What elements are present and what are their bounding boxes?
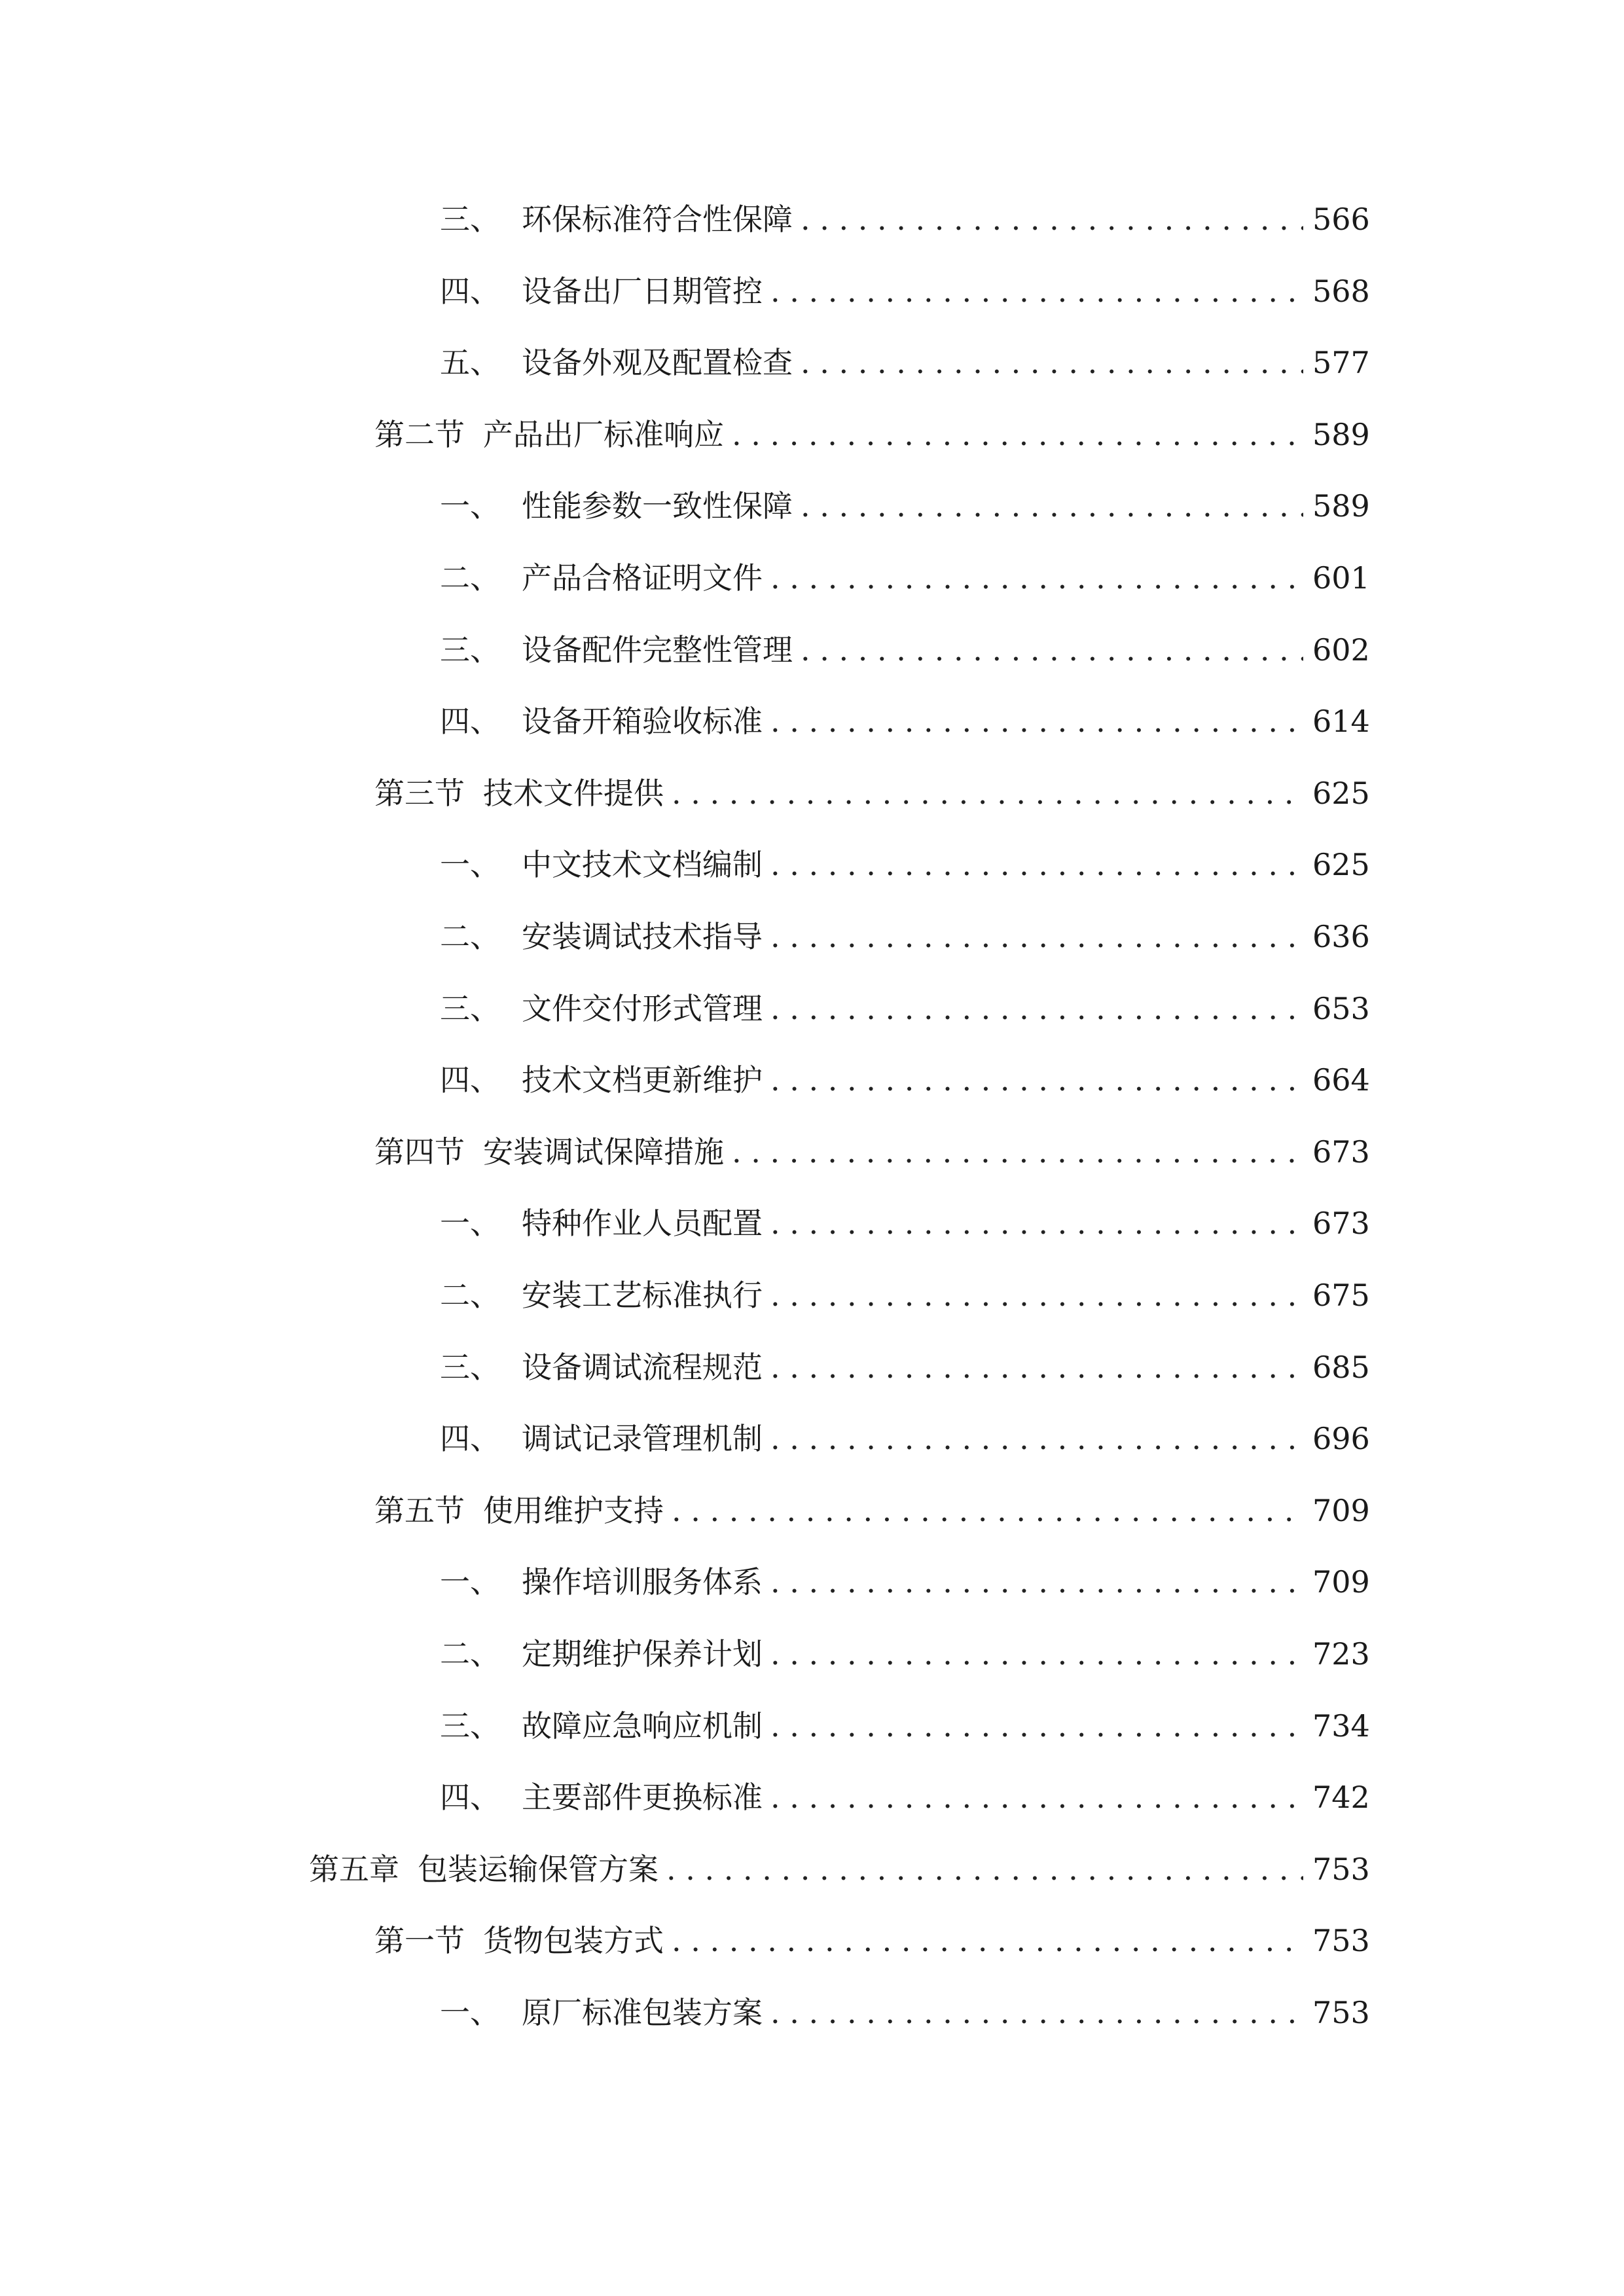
toc-entry-page-number: 614 [1312, 704, 1370, 740]
toc-dot-leader [770, 1559, 1303, 1605]
toc-entry[interactable] [440, 1774, 1370, 1820]
toc-entry-title: 设备配件完整性管理 [522, 632, 793, 668]
toc-entry-title: 产品合格证明文件 [522, 560, 763, 596]
toc-entry-page-number: 577 [1312, 345, 1370, 381]
toc-entry-page-number: 568 [1312, 273, 1370, 309]
toc-entry[interactable] [440, 1416, 1370, 1462]
toc-entry[interactable] [440, 1057, 1370, 1103]
toc-entry-title: 故障应急响应机制 [522, 1708, 763, 1744]
toc-entry[interactable] [440, 1703, 1370, 1749]
toc-entry-number: 二、 [440, 1636, 500, 1672]
toc-entry[interactable] [440, 555, 1370, 601]
toc-entry-page-number: 566 [1312, 202, 1370, 237]
toc-entry[interactable] [440, 1559, 1370, 1605]
toc-entry-number: 第五章 [309, 1851, 399, 1887]
toc-entry[interactable] [309, 1846, 1370, 1892]
toc-entry-number: 三、 [440, 202, 500, 237]
toc-entry-number: 一、 [440, 1564, 500, 1600]
toc-entry-page-number: 653 [1312, 990, 1370, 1026]
toc-entry-number: 一、 [440, 847, 500, 883]
toc-entry-title: 设备外观及配置检查 [522, 345, 793, 381]
toc-dot-leader [672, 770, 1303, 816]
toc-entry[interactable] [440, 627, 1370, 673]
toc-entry-number: 五、 [440, 345, 500, 381]
toc-entry-title: 操作培训服务体系 [522, 1564, 763, 1600]
toc-entry-title: 环保标准符合性保障 [522, 202, 793, 237]
toc-entry-title: 技术文档更新维护 [522, 1062, 763, 1098]
toc-entry-title: 产品出厂标准响应 [483, 416, 724, 452]
toc-entry-title: 性能参数一致性保障 [522, 488, 793, 524]
toc-entry-number: 二、 [440, 1278, 500, 1313]
toc-entry[interactable] [440, 1272, 1370, 1318]
toc-dot-leader [732, 412, 1303, 457]
toc-entry-title: 文件交付形式管理 [522, 990, 763, 1026]
toc-dot-leader [770, 1703, 1303, 1749]
toc-entry-title: 特种作业人员配置 [522, 1206, 763, 1242]
toc-entry-page-number: 673 [1312, 1206, 1370, 1242]
toc-entry-number: 一、 [440, 1206, 500, 1242]
toc-entry-number: 四、 [440, 1062, 500, 1098]
toc-entry-title: 安装调试保障措施 [483, 1134, 724, 1170]
toc-entry-number: 第一节 [374, 1923, 465, 1959]
toc-entry[interactable] [374, 1918, 1370, 1964]
toc-entry[interactable] [440, 1631, 1370, 1677]
toc-entry-page-number: 685 [1312, 1349, 1370, 1385]
toc-entry-number: 三、 [440, 632, 500, 668]
toc-entry-page-number: 589 [1312, 488, 1370, 524]
toc-entry-number: 四、 [440, 273, 500, 309]
toc-entry-title: 调试记录管理机制 [522, 1421, 763, 1457]
toc-entry-page-number: 589 [1312, 416, 1370, 452]
toc-entry-page-number: 673 [1312, 1134, 1370, 1170]
toc-entry-page-number: 664 [1312, 1062, 1370, 1098]
toc-dot-leader [770, 1631, 1303, 1677]
toc-entry-title: 设备出厂日期管控 [522, 273, 763, 309]
toc-dot-leader [801, 483, 1303, 529]
toc-entry-title: 中文技术文档编制 [522, 847, 763, 883]
toc-entry-number: 二、 [440, 560, 500, 596]
toc-dot-leader [770, 555, 1303, 601]
toc-dot-leader [770, 914, 1303, 960]
toc-entry-title: 安装工艺标准执行 [522, 1278, 763, 1313]
toc-entry-page-number: 709 [1312, 1492, 1370, 1528]
toc-entry-page-number: 625 [1312, 775, 1370, 811]
toc-dot-leader [770, 1200, 1303, 1246]
toc-dot-leader [666, 1846, 1303, 1892]
toc-entry-page-number: 602 [1312, 632, 1370, 668]
toc-entry-title: 设备开箱验收标准 [522, 704, 763, 740]
toc-entry-number: 二、 [440, 919, 500, 954]
toc-entry[interactable] [374, 1129, 1370, 1175]
toc-entry-number: 第三节 [374, 775, 465, 811]
toc-entry-page-number: 753 [1312, 1923, 1370, 1959]
toc-entry[interactable] [440, 483, 1370, 529]
toc-entry-number: 四、 [440, 1421, 500, 1457]
toc-entry-page-number: 696 [1312, 1421, 1370, 1457]
toc-entry-number: 一、 [440, 488, 500, 524]
toc-dot-leader [770, 1774, 1303, 1820]
toc-dot-leader [770, 842, 1303, 888]
toc-entry-page-number: 636 [1312, 919, 1370, 954]
toc-entry-page-number: 625 [1312, 847, 1370, 883]
toc-entry-title: 包装运输保管方案 [418, 1851, 659, 1887]
toc-entry[interactable] [440, 1990, 1370, 2036]
toc-entry-title: 使用维护支持 [483, 1492, 664, 1528]
toc-entry-title: 定期维护保养计划 [522, 1636, 763, 1672]
toc-entry-page-number: 723 [1312, 1636, 1370, 1672]
toc-entry-title: 技术文件提供 [483, 775, 664, 811]
toc-dot-leader [801, 196, 1303, 242]
toc-dot-leader [801, 627, 1303, 673]
toc-entry-title: 原厂标准包装方案 [522, 1995, 763, 2030]
toc-entry-number: 第二节 [374, 416, 465, 452]
toc-entry[interactable] [440, 1344, 1370, 1390]
toc-dot-leader [732, 1129, 1303, 1175]
toc-entry[interactable] [440, 986, 1370, 1031]
toc-entry-number: 一、 [440, 1995, 500, 2030]
toc-entry-number: 四、 [440, 704, 500, 740]
toc-dot-leader [770, 1344, 1303, 1390]
toc-entry-number: 三、 [440, 1708, 500, 1744]
toc-entry[interactable] [440, 340, 1370, 386]
toc-dot-leader [770, 1057, 1303, 1103]
toc-entry-title: 主要部件更换标准 [522, 1780, 763, 1816]
toc-entry-page-number: 742 [1312, 1780, 1370, 1816]
toc-entry[interactable] [374, 412, 1370, 457]
toc-dot-leader [770, 986, 1303, 1031]
toc-dot-leader [770, 1272, 1303, 1318]
toc-entry[interactable] [440, 842, 1370, 888]
toc-dot-leader [801, 340, 1303, 386]
toc-entry[interactable] [440, 268, 1370, 314]
toc-entry-title: 安装调试技术指导 [522, 919, 763, 954]
toc-entry-page-number: 734 [1312, 1708, 1370, 1744]
toc-entry[interactable] [440, 914, 1370, 960]
toc-entry-page-number: 675 [1312, 1278, 1370, 1313]
toc-entry-title: 设备调试流程规范 [522, 1349, 763, 1385]
toc-entry[interactable] [440, 1200, 1370, 1246]
toc-entry-page-number: 753 [1312, 1851, 1370, 1887]
toc-entry-number: 三、 [440, 990, 500, 1026]
toc-entry-page-number: 601 [1312, 560, 1370, 596]
toc-entry[interactable] [374, 770, 1370, 816]
toc-entry-page-number: 753 [1312, 1995, 1370, 2030]
toc-entry[interactable] [374, 1488, 1370, 1534]
toc-dot-leader [770, 1990, 1303, 2036]
toc-entry-number: 四、 [440, 1780, 500, 1816]
toc-entry-number: 三、 [440, 1349, 500, 1385]
toc-entry-number: 第四节 [374, 1134, 465, 1170]
toc-dot-leader [672, 1488, 1303, 1534]
toc-dot-leader [770, 1416, 1303, 1462]
toc-dot-leader [672, 1918, 1303, 1964]
toc-dot-leader [770, 698, 1303, 744]
toc-entry-title: 货物包装方式 [483, 1923, 664, 1959]
toc-entry[interactable] [440, 196, 1370, 242]
toc-dot-leader [770, 268, 1303, 314]
toc-entry-number: 第五节 [374, 1492, 465, 1528]
toc-entry-page-number: 709 [1312, 1564, 1370, 1600]
toc-entry[interactable] [440, 698, 1370, 744]
